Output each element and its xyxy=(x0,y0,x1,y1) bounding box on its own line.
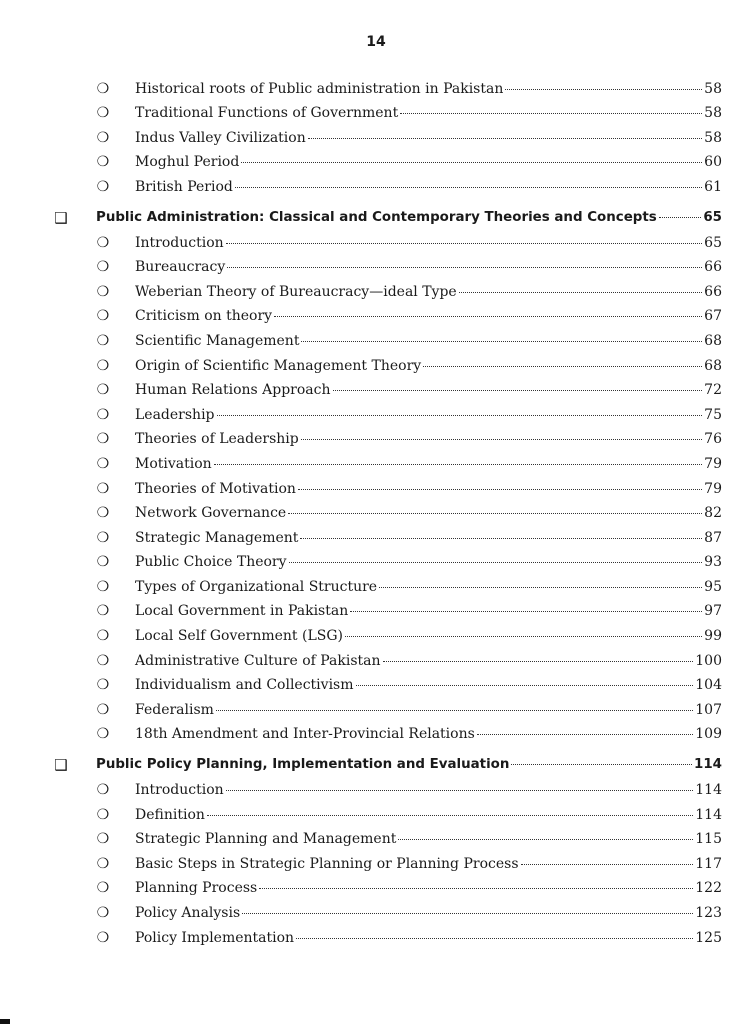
bullet-circle-icon: ❍ xyxy=(96,831,110,848)
dot-leader xyxy=(242,912,693,914)
entry-title: Local Government in Pakistan xyxy=(135,603,349,620)
entry-title: Human Relations Approach xyxy=(135,382,331,399)
entry-title: Federalism xyxy=(135,701,214,718)
dot-leader xyxy=(301,340,702,342)
entry-title: Introduction xyxy=(135,782,224,799)
dot-leader xyxy=(459,291,702,293)
entry-title: Public Policy Planning, Implementation and Evaluation xyxy=(96,757,510,773)
bullet-circle-icon: ❍ xyxy=(96,154,110,171)
entry-page-number: 75 xyxy=(704,406,722,423)
entry-title: Individualism and Collectivism xyxy=(135,677,354,694)
bullet-circle-icon: ❍ xyxy=(96,578,110,595)
toc-entry xyxy=(0,722,752,747)
dot-leader xyxy=(345,635,702,637)
entry-title: Network Governance xyxy=(135,505,287,522)
entry-page-number: 93 xyxy=(704,554,722,571)
entry-page-number: 79 xyxy=(704,480,722,497)
entry-title: Theories of Leadership xyxy=(135,431,299,448)
bullet-circle-icon: ❍ xyxy=(96,554,110,571)
dot-leader xyxy=(235,186,702,188)
entry-page-number: 114 xyxy=(695,782,722,799)
dot-leader xyxy=(350,610,702,612)
entry-page-number: 58 xyxy=(704,129,722,146)
entry-title: Weberian Theory of Bureaucracy—ideal Type xyxy=(135,283,457,300)
entry-title: Local Self Government (LSG) xyxy=(135,628,343,645)
dot-leader xyxy=(289,561,703,563)
toc-entry xyxy=(0,550,752,575)
dot-leader xyxy=(226,789,694,791)
entry-title: Origin of Scientific Management Theory xyxy=(135,357,422,374)
toc-entry xyxy=(0,697,752,722)
entry-page-number: 107 xyxy=(695,701,722,718)
bullet-circle-icon: ❍ xyxy=(96,283,110,300)
bullet-circle-icon: ❍ xyxy=(96,406,110,423)
dot-leader xyxy=(308,137,702,139)
bullet-circle-icon: ❍ xyxy=(96,880,110,897)
dot-leader xyxy=(274,315,702,317)
entry-title: Basic Steps in Strategic Planning or Planning Process xyxy=(135,855,519,872)
entry-page-number: 58 xyxy=(704,105,722,122)
bullet-circle-icon: ❍ xyxy=(96,806,110,823)
entry-page-number: 58 xyxy=(704,80,722,97)
entry-page-number: 117 xyxy=(695,855,722,872)
checkbox-square-icon: ❑ xyxy=(54,756,68,775)
toc-entry xyxy=(0,451,752,476)
scan-edge-mark xyxy=(0,1019,10,1024)
toc-entry xyxy=(0,76,752,101)
toc-entry xyxy=(0,900,752,925)
entry-title: Types of Organizational Structure xyxy=(135,578,378,595)
entry-page-number: 67 xyxy=(704,308,722,325)
entry-page-number: 65 xyxy=(703,209,722,225)
entry-page-number: 76 xyxy=(704,431,722,448)
entry-page-number: 104 xyxy=(695,677,722,694)
entry-page-number: 99 xyxy=(704,628,722,645)
entry-title: Public Administration: Classical and Contemporary Theories and Concepts xyxy=(96,209,657,225)
entry-title: 18th Amendment and Inter-Provincial Relations xyxy=(135,726,475,743)
entry-page-number: 79 xyxy=(704,455,722,472)
bullet-circle-icon: ❍ xyxy=(96,701,110,718)
bullet-circle-icon: ❍ xyxy=(96,105,110,122)
entry-page-number: 125 xyxy=(695,929,722,946)
entry-title: Leadership xyxy=(135,406,215,423)
bullet-circle-icon: ❍ xyxy=(96,234,110,251)
toc-entry xyxy=(0,125,752,150)
entry-page-number: 68 xyxy=(704,332,722,349)
bullet-circle-icon: ❍ xyxy=(96,929,110,946)
bullet-circle-icon: ❍ xyxy=(96,455,110,472)
toc-entry xyxy=(0,925,752,950)
toc-entry xyxy=(0,574,752,599)
bullet-circle-icon: ❍ xyxy=(96,677,110,694)
entry-title: Theories of Motivation xyxy=(135,480,296,497)
dot-leader xyxy=(241,161,702,163)
entry-title: Motivation xyxy=(135,455,212,472)
toc-entry xyxy=(0,378,752,403)
entry-page-number: 66 xyxy=(704,259,722,276)
page-number: 14 xyxy=(366,34,386,50)
toc-entry xyxy=(0,328,752,353)
entry-title: Policy Implementation xyxy=(135,929,295,946)
dot-leader xyxy=(659,216,702,218)
toc-entry xyxy=(0,827,752,852)
toc-entry xyxy=(0,777,752,802)
checkbox-square-icon: ❑ xyxy=(54,208,68,227)
dot-leader xyxy=(383,660,694,662)
entry-title: Policy Analysis xyxy=(135,905,241,921)
dot-leader xyxy=(207,814,693,816)
toc-entry xyxy=(0,150,752,175)
entry-title: Scientific Management xyxy=(135,332,300,349)
dot-leader xyxy=(400,112,702,114)
dot-leader xyxy=(288,512,702,514)
entry-title: Definition xyxy=(135,806,205,823)
dot-leader xyxy=(356,684,694,686)
entry-title: Criticism on theory xyxy=(135,308,273,325)
dot-leader xyxy=(521,863,694,865)
dot-leader xyxy=(259,887,693,889)
dot-leader xyxy=(227,266,702,268)
bullet-circle-icon: ❍ xyxy=(96,628,110,645)
dot-leader xyxy=(226,242,703,244)
bullet-circle-icon: ❍ xyxy=(96,782,110,799)
entry-title: Administrative Culture of Pakistan xyxy=(135,652,381,669)
bullet-circle-icon: ❍ xyxy=(96,431,110,448)
entry-title: Introduction xyxy=(135,234,224,251)
bullet-circle-icon: ❍ xyxy=(96,505,110,522)
toc-entry xyxy=(0,304,752,329)
toc-entry xyxy=(0,427,752,452)
dot-leader xyxy=(398,838,693,840)
entry-page-number: 68 xyxy=(704,357,722,374)
table-of-contents xyxy=(0,76,752,950)
bullet-circle-icon: ❍ xyxy=(96,357,110,374)
entry-page-number: 66 xyxy=(704,283,722,300)
entry-title: Strategic Planning and Management xyxy=(135,831,397,848)
entry-page-number: 123 xyxy=(695,905,722,921)
dot-leader xyxy=(298,488,702,490)
entry-page-number: 87 xyxy=(704,529,722,546)
bullet-circle-icon: ❍ xyxy=(96,80,110,97)
toc-entry xyxy=(0,876,752,901)
toc-entry xyxy=(0,230,752,255)
bullet-circle-icon: ❍ xyxy=(96,178,110,195)
toc-entry xyxy=(0,174,752,199)
dot-leader xyxy=(296,937,693,939)
toc-section xyxy=(0,750,752,777)
bullet-circle-icon: ❍ xyxy=(96,603,110,620)
dot-leader xyxy=(300,537,702,539)
dot-leader xyxy=(217,414,703,416)
entry-page-number: 100 xyxy=(695,652,722,669)
entry-page-number: 72 xyxy=(704,382,722,399)
entry-page-number: 115 xyxy=(695,831,722,848)
entry-title: British Period xyxy=(135,178,233,195)
dot-leader xyxy=(511,763,692,765)
toc-entry xyxy=(0,525,752,550)
toc-entry xyxy=(0,255,752,280)
toc-entry xyxy=(0,623,752,648)
toc-entry xyxy=(0,851,752,876)
dot-leader xyxy=(301,438,702,440)
entry-page-number: 61 xyxy=(704,178,722,195)
toc-section xyxy=(0,203,752,230)
entry-title: Public Choice Theory xyxy=(135,554,287,571)
toc-entry xyxy=(0,402,752,427)
dot-leader xyxy=(423,365,702,367)
dot-leader xyxy=(505,88,702,90)
toc-entry xyxy=(0,802,752,827)
bullet-circle-icon: ❍ xyxy=(96,855,110,872)
entry-title: Planning Process xyxy=(135,880,258,897)
entry-title: Moghul Period xyxy=(135,154,240,171)
entry-page-number: 114 xyxy=(694,757,722,773)
toc-entry xyxy=(0,101,752,126)
entry-page-number: 109 xyxy=(695,726,722,743)
entry-page-number: 97 xyxy=(704,603,722,620)
entry-page-number: 82 xyxy=(704,505,722,522)
entry-page-number: 114 xyxy=(695,806,722,823)
entry-page-number: 122 xyxy=(695,880,722,897)
dot-leader xyxy=(333,389,703,391)
bullet-circle-icon: ❍ xyxy=(96,480,110,497)
dot-leader xyxy=(216,709,693,711)
bullet-circle-icon: ❍ xyxy=(96,726,110,743)
entry-title: Traditional Functions of Government xyxy=(135,105,399,122)
bullet-circle-icon: ❍ xyxy=(96,308,110,325)
bullet-circle-icon: ❍ xyxy=(96,259,110,276)
entry-page-number: 65 xyxy=(704,234,722,251)
entry-title: Bureaucracy xyxy=(135,259,226,276)
toc-entry xyxy=(0,476,752,501)
bullet-circle-icon: ❍ xyxy=(96,332,110,349)
toc-entry xyxy=(0,648,752,673)
dot-leader xyxy=(477,733,693,735)
entry-page-number: 95 xyxy=(704,578,722,595)
toc-entry xyxy=(0,599,752,624)
toc-entry xyxy=(0,501,752,526)
toc-entry xyxy=(0,353,752,378)
bullet-circle-icon: ❍ xyxy=(96,652,110,669)
entry-page-number: 60 xyxy=(704,154,722,171)
entry-title: Indus Valley Civilization xyxy=(135,129,306,146)
entry-title: Historical roots of Public administration in Pakistan xyxy=(135,80,504,97)
toc-entry xyxy=(0,279,752,304)
toc-entry xyxy=(0,673,752,698)
bullet-circle-icon: ❍ xyxy=(96,382,110,399)
bullet-circle-icon: ❍ xyxy=(96,529,110,546)
entry-title: Strategic Management xyxy=(135,529,299,546)
dot-leader xyxy=(379,586,702,588)
bullet-circle-icon: ❍ xyxy=(96,129,110,146)
bullet-circle-icon: ❍ xyxy=(96,905,110,921)
dot-leader xyxy=(214,463,703,465)
